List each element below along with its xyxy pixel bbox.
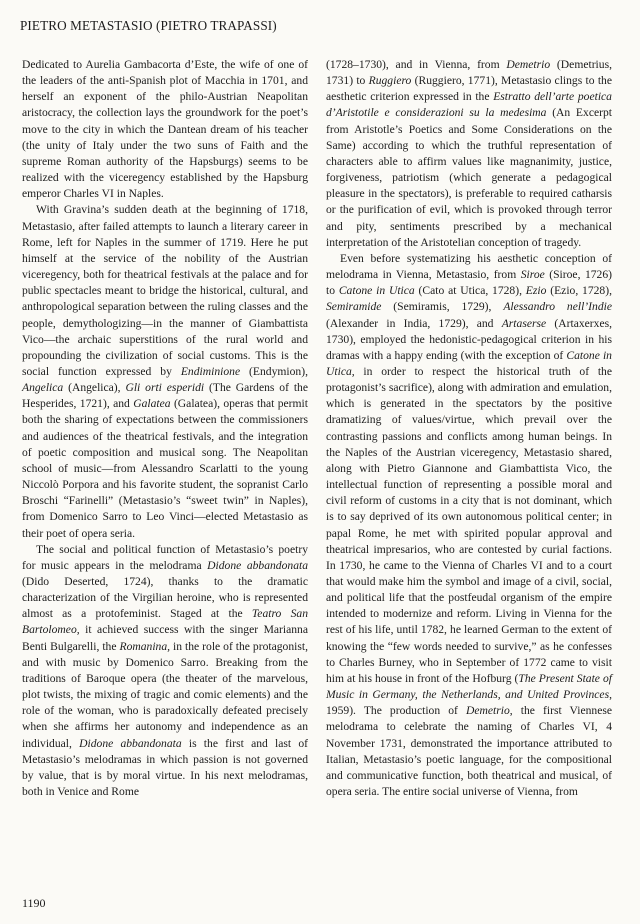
body-text: (Endymion),	[240, 364, 308, 378]
work-title: Galatea	[133, 397, 171, 411]
body-text: it achieved success with the singer Marianna Benti Bulgarelli, the	[22, 623, 308, 653]
body-text: , the first Viennese melodrama to celebrate the naming of Charles VI, 4 November 1731, demonstrated the importance attributed to Italian, Metastasio’s poetic language, for the compositional and communicative function, both theatrical and musical, of opera seria. The entire social universe of Vienna, from	[326, 704, 612, 799]
body-text: (Angelica),	[63, 381, 126, 395]
body-text: (Semiramis, 1729),	[381, 300, 504, 314]
right-column	[326, 57, 612, 800]
work-title: Semiramide	[326, 300, 382, 314]
work-title: Endiminione	[180, 364, 241, 378]
work-title: Ruggiero	[368, 74, 412, 88]
work-title: Didone abbandonata	[207, 558, 309, 572]
body-text: Dedicated to Aurelia Gambacorta d’Este, the wife of one of the leaders of the anti-Spanish plot of Macchia in 1701, and herself an exponent of the philo-Austrian Neapolitan aristocracy, the collection lays the groundwork for the poet’s move to the city in which the Dantean dream of his teacher (the unity of Italy under the two suns of Faith and the supreme Roman authority of the Hapsburgs) seems to be realized with the viceregency established by the Hapsburg emperor Charles VI in Naples.	[22, 58, 308, 201]
work-title: Gli orti esperidi	[125, 381, 205, 395]
body-text: (Siroe, 1726) to	[326, 268, 613, 298]
left-column	[22, 57, 308, 800]
work-title: The Present State of Music in Germany, the Netherlands, and United Provinces	[326, 671, 612, 702]
body-text: (Alexander in India, 1729), and	[326, 316, 502, 330]
body-text: The social and political function of Metastasio’s poetry for music appears in the melodrama	[22, 542, 308, 572]
body-text: in order to respect the historical truth of the protagonist’s sacrifice), along with admiration and emulation, which is generated in the spectators by the positive dramatizing of values/virtue, which prevail over the contrasting passions and conflicts among human beings. In the Naples of the Austrian viceregency, Metastasio shared, along with Pietro Giannone and Giambattista Vico, the intellectual function of representing a possible moral and civil reform of customs in a city that is not dominant, which is to say deprived of its own autonomous political center; in papal Rome, he met with spirited popular approval and theatrical impresarios, who are contested by curial factions. In 1730, he came to the Vienna of Charles VI and to a court that would make him the symbol and image of a civil, social, and political life that the postfeudal organism of the empire intended to modernize and reform. Living in Vienna for the rest of his life, until 1782, he learned German to the extent of knowing the “few words needed to survive,” as he confesses to Charles Burney, who in September of 1772 came to visit him at his house in front of the Hofburg (	[326, 364, 612, 685]
body-text: is the first and last of Metastasio’s melodramas in which passion is not governed by value, that is by moral virtue. In his next melodramas, both in Venice and Rome	[22, 736, 308, 799]
body-text: (Dido Deserted, 1724), thanks to the dramatic characterization of the Virgilian heroine, who is represented almost as a protofeminist. Staged at the	[22, 575, 308, 621]
body-text: in the role of the protagonist, and with music by Domenico Sarro. Breaking from the traditions of Baroque opera (the theater of the marvelous, plot twists, the mixing of tragic and comic elements) and the role of the woman, who is paradoxically defeated precisely when she affirms her autonomy and independence as an individual,	[22, 639, 308, 750]
page-number: 1190	[22, 896, 46, 910]
body-text: With Gravina’s sudden death at the beginning of 1718, Metastasio, after failed attempts to launch a literary career in Rome, left for Naples in the summer of 1719. Here he put himself at the service of the nobility of the Austrian viceregency, both for theatrical festivals at the palace and for public spectacles meant to bridge the historical, cultural, and anthropological separation between the ruling classes and the people, demythologizing—in the manner of Giambattista Vico—the archaic superstitions of the rural world and propounding the civilization of social customs. This is the social function expressed by	[22, 203, 308, 378]
work-title: Demetrio	[506, 58, 551, 71]
work-title: Artaserse	[501, 316, 547, 330]
work-title: Romanina,	[119, 639, 171, 653]
work-title: Ezio	[525, 284, 547, 298]
work-title: Angelica	[22, 381, 64, 395]
paragraph	[22, 542, 308, 801]
work-title: Catone in Utica,	[326, 348, 612, 378]
work-title: Demetrio	[465, 704, 510, 718]
paragraph	[326, 57, 612, 251]
work-title: Siroe	[520, 268, 545, 282]
body-text: (An Excerpt from Aristotle’s Poetics and Some Considerations on the Same) according to which the truthful representation of characters able to affirm values like magnanimity, justice, forgiveness, patriotism (which generate a pedagogical pleasure in the spectators), is preferable to required catharsis or the purification of evil, which is provoked through terror and pity, sentiments prescribed by a mechanical interpretation of the Aristotelian conception of tragedy.	[326, 106, 612, 249]
paragraph	[22, 57, 308, 202]
body-text: (Artaxerxes, 1730), employed the hedonistic-pedagogical criterion in his dramas with a happy ending (with the exception of	[326, 316, 612, 362]
paragraph	[326, 251, 612, 800]
work-title: Estratto dell’arte poetica d’Aristotile e considerazioni su la medesima	[326, 90, 612, 120]
body-text: (1728–1730), and in Vienna, from	[326, 58, 507, 71]
body-text: (Galatea), operas that permit both the sharing of expectations between the commissioners and audiences of the theatrical festivals, and the integration of poetic composition and musical song. The Neapolitan school of music—from Alessandro Scarlatti to the young Niccolò Porpora and his favorite student, the sopranist Carlo Broschi “Farinelli” (Metastasio’s “sweet twin” in Naples), from Domenico Sarro to Leo Vinci—elected Metastasio as their poet of opera seria.	[22, 397, 308, 540]
body-text: (Ruggiero, 1771), Metastasio clings to the aesthetic criterion expressed in the	[326, 74, 612, 104]
running-head: PIETRO METASTASIO (PIETRO TRAPASSI)	[20, 18, 277, 33]
body-text: Even before systematizing his aesthetic conception of melodrama in Vienna, Metastasio, from	[326, 251, 612, 282]
work-title: Alessandro nell’Indie	[503, 300, 612, 314]
body-text: (Cato at Utica, 1728),	[414, 284, 526, 298]
body-text: (Ezio, 1728),	[546, 284, 612, 298]
work-title: Didone abbandonata	[79, 736, 182, 750]
work-title: Catone in Utica	[338, 284, 415, 298]
body-text: , 1959). The production of	[326, 688, 612, 718]
body-text: (The Gardens of the Hesperides, 1721), and	[22, 381, 309, 411]
paragraph	[22, 202, 308, 541]
body-text: (Demetrius, 1731) to	[326, 58, 612, 88]
work-title: Teatro San Bartolomeo,	[22, 607, 308, 637]
